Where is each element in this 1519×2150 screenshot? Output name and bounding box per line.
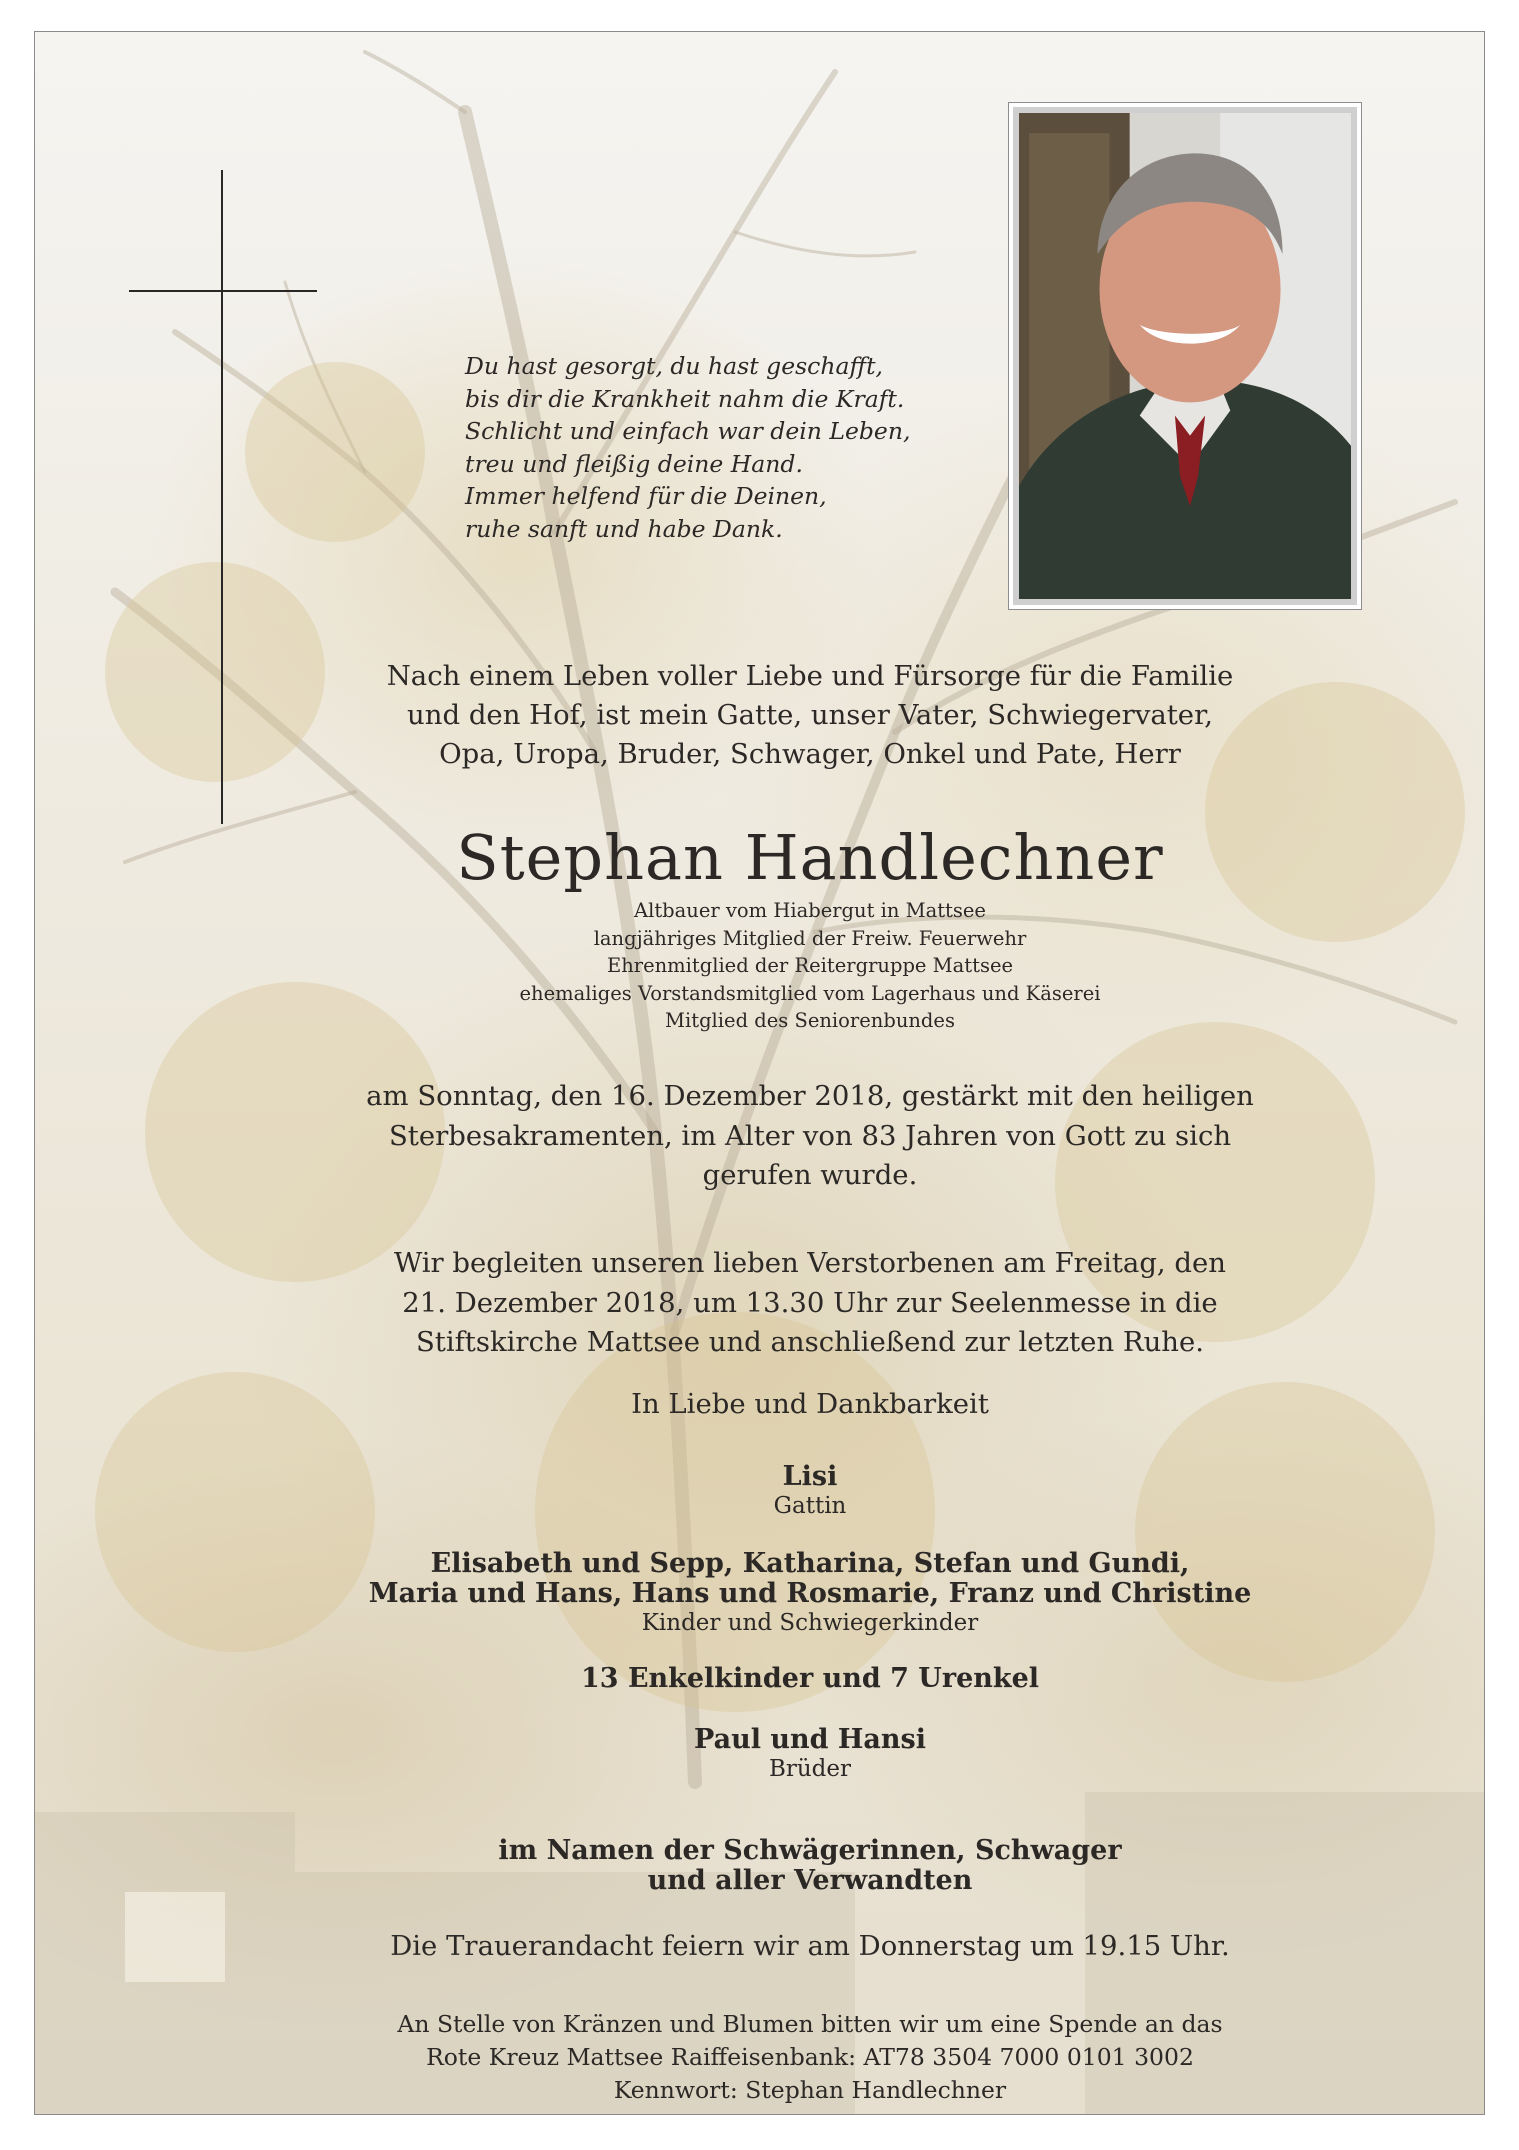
donation-notice [325, 2008, 1295, 2107]
death-line: am Sonntag, den 16. Dezember 2018, gestärkt mit den heiligen [366, 1080, 1254, 1112]
brothers-role: Brüder [768, 1756, 852, 1782]
title-line: Altbauer vom Hiabergut in Mattsee [634, 899, 986, 922]
closing-line: In Liebe und Dankbarkeit [631, 1388, 989, 1420]
family-brothers [325, 1725, 1295, 1783]
verse-line: ruhe sanft und habe Dank. [465, 514, 783, 543]
relatives-line: und aller Verwandten [647, 1865, 973, 1896]
children-names-line: Maria und Hans, Hans und Rosmarie, Franz und Christine [368, 1578, 1252, 1609]
verse-line: bis dir die Krankheit nahm die Kraft. [465, 384, 905, 413]
death-line: Sterbesakramenten, im Alter von 83 Jahren von Gott zu sich [388, 1119, 1232, 1152]
vigil-notice: Die Trauerandacht feiern wir am Donnerstag um 19.15 Uhr. [390, 1930, 1230, 1962]
donation-line: Kennwort: Stephan Handlechner [613, 2076, 1007, 2104]
funeral-line: Wir begleiten unseren lieben Verstorbenen am Freitag, den [393, 1247, 1227, 1279]
funeral-paragraph [325, 1244, 1295, 1363]
family-relatives [325, 1836, 1295, 1896]
death-line: gerufen wurde. [702, 1159, 918, 1191]
brothers-names: Paul und Hansi [694, 1724, 926, 1755]
title-line: ehemaliges Vorstandsmitglied vom Lagerhaus und Käserei [519, 981, 1101, 1005]
portrait-photo-frame [1013, 107, 1357, 605]
relatives-line: im Namen der Schwägerinnen, Schwager [498, 1835, 1122, 1866]
grandchildren-line: 13 Enkelkinder und 7 Urenkel [580, 1663, 1040, 1694]
family-wife [325, 1462, 1295, 1520]
title-line: Ehrenmitglied der Reitergruppe Mattsee [606, 954, 1014, 977]
funeral-line: 21. Dezember 2018, um 13.30 Uhr zur Seelenmesse in die [402, 1286, 1218, 1319]
intro-line: Opa, Uropa, Bruder, Schwager, Onkel und Pate, Herr [439, 738, 1181, 770]
memorial-verse [465, 350, 945, 545]
children-role: Kinder und Schwiegerkinder [641, 1610, 979, 1636]
verse-line: Schlicht und einfach war dein Leben, [465, 417, 911, 445]
donation-line: An Stelle von Kränzen und Blumen bitten wir um eine Spende an das [397, 2010, 1223, 2038]
children-names-line: Elisabeth und Sepp, Katharina, Stefan und Gundi, [430, 1548, 1190, 1579]
verse-line: Immer helfend für die Deinen, [465, 482, 827, 510]
wife-role: Gattin [773, 1493, 847, 1519]
intro-line: Nach einem Leben voller Liebe und Fürsorge für die Familie [386, 660, 1234, 692]
family-children [325, 1549, 1295, 1637]
portrait-photo [1008, 102, 1362, 610]
deceased-titles [325, 897, 1295, 1035]
death-paragraph [325, 1077, 1295, 1196]
deceased-name: Stephan Handlechner [456, 821, 1164, 894]
wife-name: Lisi [782, 1461, 838, 1492]
title-line: langjähriges Mitglied der Freiw. Feuerwehr [593, 926, 1027, 950]
cross-vertical-bar [221, 170, 223, 824]
obituary-card [34, 31, 1485, 2115]
donation-line: Rote Kreuz Mattsee Raiffeisenbank: AT78 3504 7000 0101 3002 [426, 2043, 1194, 2071]
cross-horizontal-bar [129, 290, 317, 292]
title-line: Mitglied des Seniorenbundes [665, 1009, 955, 1032]
verse-line: treu und fleißig deine Hand. [465, 449, 803, 478]
verse-line: Du hast gesorgt, du hast geschafft, [465, 352, 884, 380]
intro-paragraph [325, 657, 1295, 774]
family-grandchildren [325, 1664, 1295, 1694]
funeral-line: Stiftskirche Mattsee und anschließend zur letzten Ruhe. [415, 1326, 1205, 1358]
intro-line: und den Hof, ist mein Gatte, unser Vater, Schwiegervater, [407, 699, 1213, 731]
portrait-image [1019, 113, 1351, 599]
